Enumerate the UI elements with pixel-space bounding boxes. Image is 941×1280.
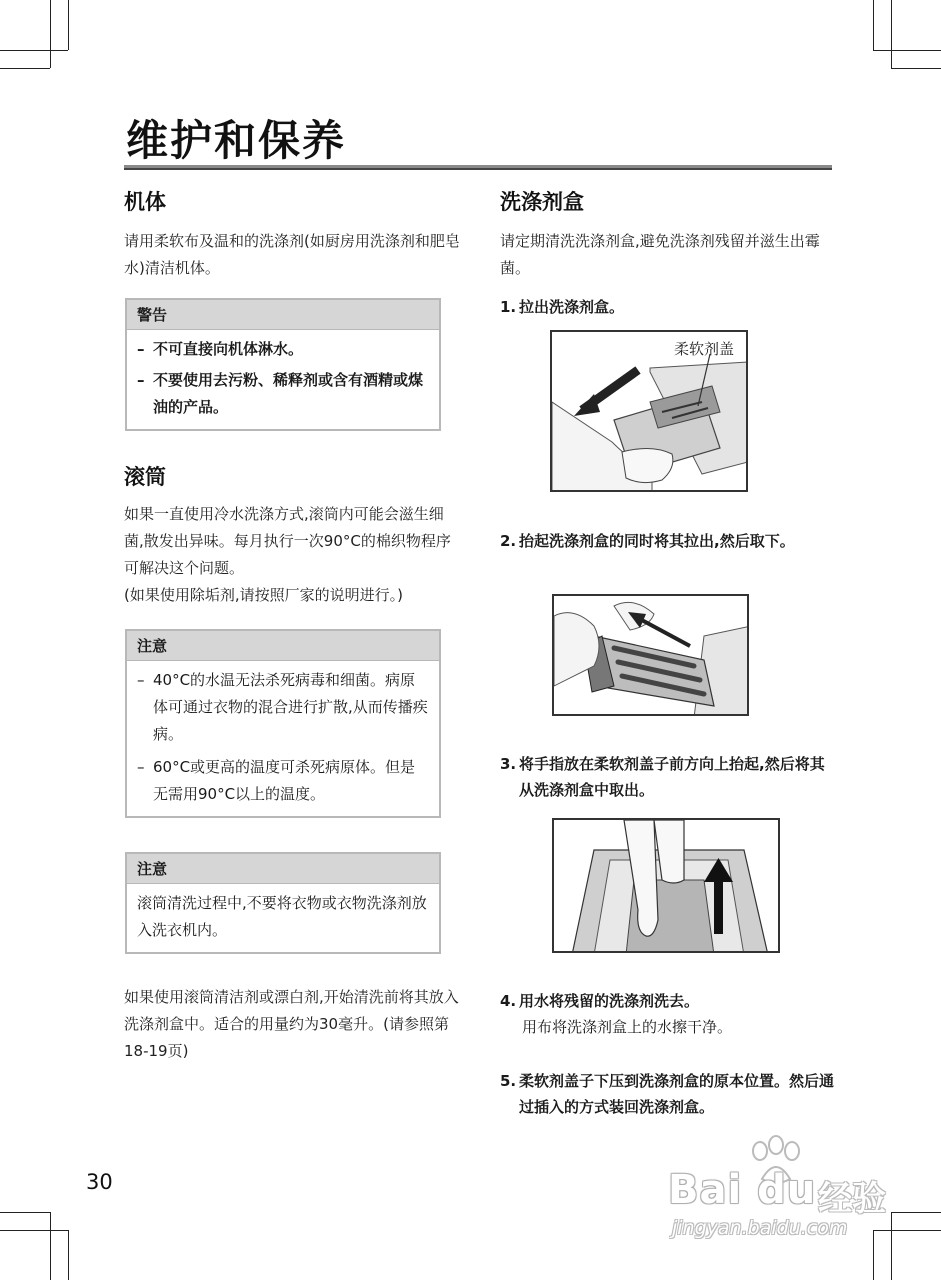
section-heading-body: 机体 xyxy=(124,190,166,214)
warning-box xyxy=(125,298,441,431)
drum-text-note: (如果使用除垢剂,请按照厂家的说明进行。) xyxy=(124,586,403,604)
drum-text: 如果一直使用冷水洗涤方式,滚筒内可能会滋生细菌,散发出异味。每月执行一次90°C的棉织物程序可解决这个问题。 xyxy=(124,505,451,577)
step-text: 柔软剂盖子下压到洗涤剂盒的原本位置。然后通过插入的方式装回洗涤剂盒。 xyxy=(519,1072,835,1116)
note-title: 注意 xyxy=(127,854,439,884)
step-number: 4. xyxy=(500,992,517,1010)
note-title: 注意 xyxy=(127,631,439,661)
crop-mark xyxy=(891,68,941,69)
step-1 xyxy=(500,294,836,320)
body-care-text: 请用柔软布及温和的洗涤剂(如厨房用洗涤剂和肥皂水)清洁机体。 xyxy=(124,232,460,277)
crop-mark xyxy=(68,0,69,50)
remove-drawer-illustration xyxy=(554,596,749,716)
crop-mark xyxy=(50,0,51,68)
section-heading-drum: 滚筒 xyxy=(124,465,166,489)
warning-title: 警告 xyxy=(127,300,439,330)
note-box-1 xyxy=(125,629,441,818)
watermark-brand-cn: 经验 xyxy=(818,1179,886,1219)
crop-mark xyxy=(0,1212,50,1213)
closing-text: 如果使用滚筒清洁剂或漂白剂,开始清洗前将其放入洗涤剂盒中。适合的用量约为30毫升。(请参照第18-19页) xyxy=(124,988,459,1060)
warning-item-text: 不要使用去污粉、稀释剂或含有酒精或煤油的产品。 xyxy=(153,371,424,416)
note-item-text: 40°C的水温无法杀死病毒和细菌。病原体可通过衣物的混合进行扩散,从而传播疾病。 xyxy=(153,671,428,743)
figure-remove-softener-cap xyxy=(552,818,780,953)
step-text: 将手指放在柔软剂盖子前方向上抬起,然后将其从洗涤剂盒中取出。 xyxy=(519,755,825,799)
step-text: 拉出洗涤剂盒。 xyxy=(519,298,625,316)
crop-mark xyxy=(873,50,941,51)
step-2 xyxy=(500,528,836,554)
crop-mark xyxy=(0,68,50,69)
step-number: 5. xyxy=(500,1072,517,1090)
step-subnote: 用布将洗涤剂盒上的水擦干净。 xyxy=(522,1018,733,1036)
note-item-text: 60°C或更高的温度可杀死病原体。但是无需用90°C以上的温度。 xyxy=(153,758,416,803)
crop-mark xyxy=(0,1230,68,1231)
step-number: 2. xyxy=(500,532,517,550)
warning-item: – 不要使用去污粉、稀释剂或含有酒精或煤油的产品。 xyxy=(137,367,429,421)
figure-pull-out-drawer xyxy=(550,330,748,492)
watermark-brand: Bai du xyxy=(668,1167,817,1213)
up-arrow-icon xyxy=(714,880,723,934)
step-3 xyxy=(500,751,836,803)
baidu-watermark xyxy=(668,1135,908,1245)
step-5 xyxy=(500,1068,836,1120)
figure-lift-remove-drawer xyxy=(552,594,749,716)
crop-mark xyxy=(68,1230,69,1280)
detergent-intro: 请定期清洗洗涤剂盒,避免洗涤剂残留并滋生出霉菌。 xyxy=(500,232,820,277)
left-column xyxy=(124,188,460,1065)
step-text: 用水将残留的洗涤剂洗去。 xyxy=(519,992,700,1010)
warning-item: – 不可直接向机体淋水。 xyxy=(137,336,429,363)
watermark-url: jingyan.baidu.com xyxy=(672,1217,848,1239)
step-number: 3. xyxy=(500,755,517,773)
note-body: 滚筒清洗过程中,不要将衣物或衣物洗涤剂放入洗衣机内。 xyxy=(137,894,427,939)
step-4 xyxy=(500,988,836,1040)
crop-mark xyxy=(891,0,892,68)
figure-label-softener-cap: 柔软剂盖 xyxy=(674,340,735,358)
step-text: 抬起洗涤剂盒的同时将其拉出,然后取下。 xyxy=(519,532,795,550)
title-rule xyxy=(124,165,832,170)
crop-mark xyxy=(0,50,68,51)
note-body xyxy=(127,661,439,816)
step-number: 1. xyxy=(500,298,517,316)
note-box-2 xyxy=(125,852,441,954)
warning-item-text: 不可直接向机体淋水。 xyxy=(153,340,304,358)
crop-mark xyxy=(50,1212,51,1280)
right-column xyxy=(500,188,836,320)
page-number: 30 xyxy=(86,1170,113,1194)
note-item: – 40°C的水温无法杀死病毒和细菌。病原体可通过衣物的混合进行扩散,从而传播疾病。 xyxy=(137,667,429,748)
note-item: – 60°C或更高的温度可杀死病原体。但是无需用90°C以上的温度。 xyxy=(137,754,429,808)
softener-cap-illustration xyxy=(554,820,780,953)
crop-mark xyxy=(873,0,874,50)
section-heading-detergent-box: 洗涤剂盒 xyxy=(500,190,584,214)
warning-body xyxy=(127,330,439,429)
page-title: 维护和保养 xyxy=(126,116,347,165)
